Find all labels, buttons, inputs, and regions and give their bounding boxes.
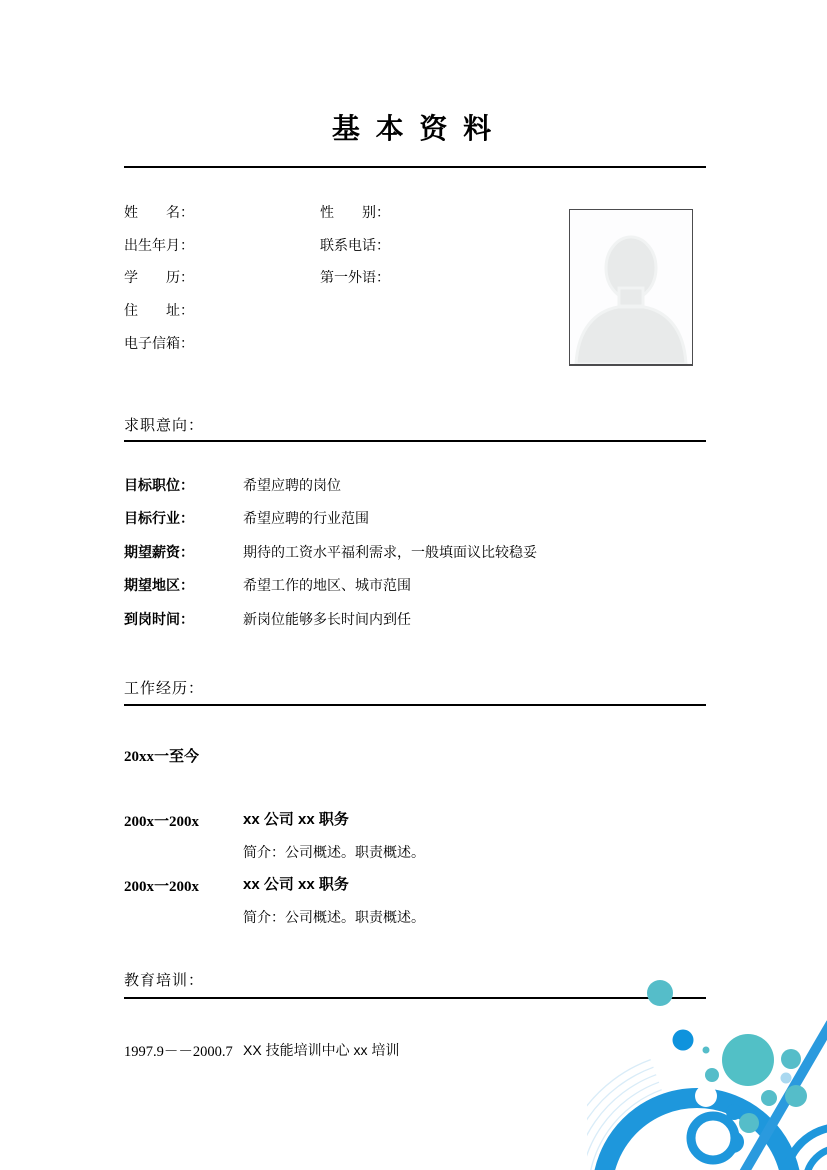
page-title: 基 本 资 料 xyxy=(331,113,496,144)
basic-info-fields xyxy=(124,204,569,367)
education-description: XX 技能培训中心 xx 培训 xyxy=(243,1042,400,1058)
field-phone-label: 联系电话： xyxy=(320,236,390,253)
target-position-label: 目标职位： xyxy=(124,477,194,493)
work-divider xyxy=(124,704,706,706)
availability-label: 到岗时间： xyxy=(124,610,194,627)
target-industry-label: 目标行业： xyxy=(124,510,194,527)
teal-circles xyxy=(647,980,807,1133)
expected-region-label: 期望地区： xyxy=(124,577,194,594)
work-company-title: xx 公司 xx 职务 xyxy=(243,811,349,828)
expected-region-value: 希望工作的地区、城市范围 xyxy=(243,577,411,594)
target-industry-value: 希望应聘的行业范围 xyxy=(243,510,369,527)
field-empty xyxy=(320,335,569,368)
section-heading-education: 教育培训： xyxy=(124,972,205,989)
faint-arcs xyxy=(587,1060,662,1170)
white-hole xyxy=(695,1085,717,1107)
inner-ring xyxy=(691,1116,735,1160)
work-period: 200x一200x xyxy=(124,879,200,895)
expected-salary-value: 期待的工资水平福利需求，一般填面议比较稳妥 xyxy=(243,543,537,560)
person-silhouette-icon xyxy=(570,210,692,364)
work-company-title: xx 公司 xx 职务 xyxy=(243,876,349,893)
title-divider xyxy=(124,166,706,168)
field-foreign-language-label: 第一外语： xyxy=(320,269,390,286)
field-address-label: 住 址： xyxy=(124,302,194,319)
diagonal-stripe xyxy=(738,1023,827,1170)
job-intent-rows xyxy=(124,477,624,644)
field-gender-label: 性 别： xyxy=(320,204,390,220)
work-period-current: 20xx一至今 xyxy=(124,749,200,765)
field-name-label: 姓 名： xyxy=(124,204,194,220)
blue-blobs xyxy=(722,1104,744,1153)
work-description: 简介：公司概述。职责概述。 xyxy=(243,909,425,925)
work-description: 简介：公司概述。职责概述。 xyxy=(243,844,425,860)
education-divider xyxy=(124,997,706,999)
corner-rings xyxy=(785,1127,827,1170)
education-period: 1997.9－－2000.7 xyxy=(124,1044,233,1060)
large-ring xyxy=(602,1098,792,1170)
job-intent-divider xyxy=(124,440,706,442)
expected-salary-label: 期望薪资： xyxy=(124,543,194,560)
field-education-label: 学 历： xyxy=(124,269,194,286)
target-position-value: 希望应聘的岗位 xyxy=(243,477,341,493)
field-email-label: 电子信箱： xyxy=(124,334,194,351)
pale-blue-circle xyxy=(781,1073,792,1084)
decorative-bubbles-graphic xyxy=(587,930,827,1170)
bright-blue-circle xyxy=(673,1030,694,1051)
section-heading-work: 工作经历： xyxy=(124,680,205,697)
field-empty xyxy=(320,302,569,335)
availability-value: 新岗位能够多长时间内到任 xyxy=(243,610,411,627)
work-period: 200x一200x xyxy=(124,814,200,830)
large-teal-circle xyxy=(722,1034,774,1086)
photo-placeholder xyxy=(569,209,693,366)
section-heading-job-intent: 求职意向： xyxy=(124,417,205,434)
field-birthdate-label: 出生年月： xyxy=(124,236,194,253)
